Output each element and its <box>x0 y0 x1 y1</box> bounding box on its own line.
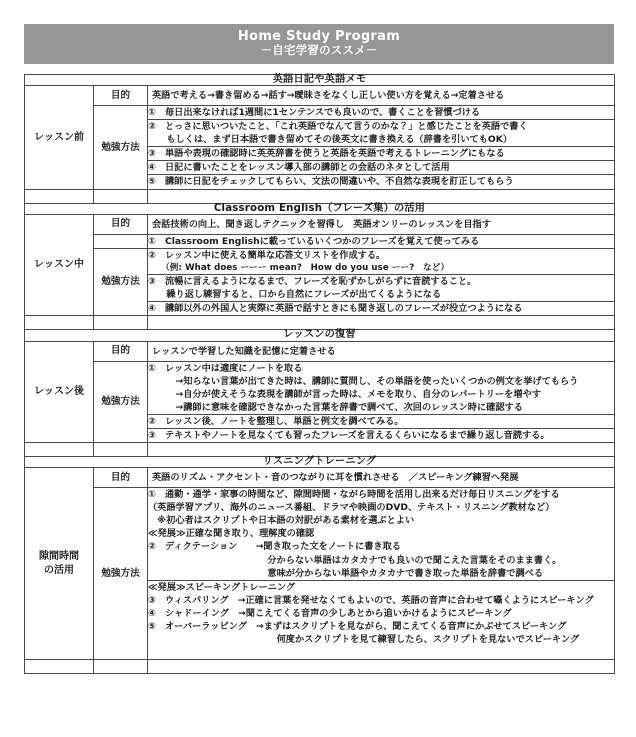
purpose-row <box>25 214 615 234</box>
method-label: 勉強方法 <box>94 248 148 315</box>
spacer-cell-stage <box>25 189 94 203</box>
section-heading-row <box>25 456 615 467</box>
method-text-line: →自分が使えそうな表現を講師が言った時は、メモを取り、自分のレパートリーを増やす <box>148 388 541 400</box>
purpose-row <box>25 468 615 488</box>
method-text <box>148 106 615 120</box>
method-text-line: （英語学習アプリ、海外のニュース番組、ドラマや映画のDVD、テキスト・リスニング教材など） <box>148 502 555 514</box>
section-heading: リスニングトレーニング <box>25 456 615 467</box>
method-text-line <box>148 646 614 659</box>
method-text-line: ② とっさに思いついたこと、「これ英語でなんて言うのかな？」と感じたことを英語で書く <box>148 121 528 133</box>
spacer-cell-body <box>148 660 615 674</box>
method-text-line: ① 通勤・通学・家事の時間など、隙間時間・ながら時間を活用し出来るだけ毎日リスニングをする <box>148 489 560 501</box>
section-spacer-row <box>25 442 615 456</box>
purpose-label: 目的 <box>94 86 148 106</box>
method-text-line: ※初心者はスクリプトや日本語の対訳がある素材を選ぶとよい <box>148 515 415 527</box>
method-text-line: →講師に意味を確認できなかった言葉を辞書で調べて、次回のレッスン時に確認する <box>148 401 523 413</box>
method-text <box>148 161 615 175</box>
method-text-line: （例: What does ーーー mean? How do you use ーー? など） <box>148 262 450 273</box>
spacer-cell-stage <box>25 442 94 456</box>
method-text <box>148 302 615 316</box>
method-text-line: 分からない単語はカタカナでも良いので聞こえた言葉をそのまま書く。 <box>148 554 562 566</box>
method-text-line: ⑤ 講師に日記をチェックしてもらい、文法の間違いや、不自然な表現を訂正してもらう <box>148 176 514 188</box>
method-text-line: ① Classroom Englishに載っているいくつかのフレーズを覚えて使ってみる <box>148 235 480 247</box>
purpose-label: 目的 <box>94 341 148 361</box>
method-text-line: ② レッスン中に使える簡単な応答文リストを作成する。 <box>148 249 386 261</box>
purpose-text: 会話技術の向上、聞き返しテクニックを習得し 英語オンリーのレッスンを目指す <box>148 214 615 234</box>
page-subtitle: －自宅学習のススメ－ <box>260 43 378 58</box>
spacer-cell-stage <box>25 660 94 674</box>
method-text-line: ④ 講師以外の外国人と実際に英語で話すときにも聞き返しのフレーズが役立つようになる <box>148 303 523 315</box>
method-label: 勉強方法 <box>94 488 148 660</box>
study-plan-body <box>25 74 615 673</box>
spacer-cell-body <box>148 316 615 330</box>
study-plan-table <box>24 74 615 674</box>
method-text <box>148 147 615 161</box>
section-heading-row <box>25 203 615 214</box>
spacer-cell-body <box>148 442 615 456</box>
purpose-row <box>25 341 615 361</box>
method-text <box>148 248 615 274</box>
method-text <box>148 234 615 248</box>
method-text-line: ≪発展≫正確な聞き取り、理解度の確認 <box>148 528 315 540</box>
method-label: 勉強方法 <box>94 106 148 189</box>
stage-label: 隙間時間 の活用 <box>25 468 94 660</box>
section-spacer-row <box>25 316 615 330</box>
method-text-line: ② レッスン後、ノートを整理し、単語と例文を調べてみる。 <box>148 415 404 427</box>
method-text-line: ③ ウィスパリング →正確に言葉を発せなくてもよいので、英語の音声に合わせて囁くようにスピーキング <box>148 594 594 606</box>
method-text <box>148 428 615 442</box>
purpose-label: 目的 <box>94 468 148 488</box>
purpose-text: レッスンで学習した知識を記憶に定着させる <box>148 341 615 361</box>
spacer-cell-kind <box>94 189 148 203</box>
method-text-line: ② ディクテーション →聞き取った文をノートに書き取る <box>148 541 401 553</box>
section-heading-row <box>25 74 615 85</box>
document-title-band <box>24 24 614 64</box>
method-text <box>148 580 615 659</box>
section-heading-row <box>25 330 615 341</box>
method-text-line: もしくは、まず日本語で書き留めてその後英文に書き換える（辞書を引いてもOK） <box>148 134 513 146</box>
method-text-line: ③ テキストやノートを見なくても習ったフレーズを言えるくらいになるまで繰り返し音読する。 <box>148 429 550 441</box>
method-text-line: ④ 日記に書いたことをレッスン導入部の講師との会話のネタとして活用 <box>148 162 450 174</box>
spacer-cell-stage <box>25 316 94 330</box>
method-label: 勉強方法 <box>94 361 148 442</box>
section-heading: 英語日記や英語メモ <box>25 74 615 85</box>
method-text-line: ⑤ オーバーラッピング →まずはスクリプトを見ながら、聞こえてくる音声にかぶせてスピーキング <box>148 620 567 632</box>
method-text <box>148 275 615 302</box>
purpose-text: 英語で考える→書き留める→話す→曖昧さをなくし正しい使い方を覚える→定着させる <box>148 86 615 106</box>
method-text <box>148 175 615 189</box>
purpose-label: 目的 <box>94 214 148 234</box>
stage-label: レッスン後 <box>25 341 94 442</box>
method-row <box>25 248 615 274</box>
spacer-cell-kind <box>94 316 148 330</box>
method-text-line: 意味が分からない単語やカタカナで書き取った単語を辞書で調べる <box>148 567 544 579</box>
spacer-cell-kind <box>94 442 148 456</box>
page-title: Home Study Program <box>237 29 401 44</box>
method-text <box>148 120 615 147</box>
method-text-line: ① 毎日出来なければ1週間に1センテンスでも良いので、書くことを習慣づける <box>148 107 481 119</box>
method-text-line: ④ シャドーイング →聞こえてくる音声の少しあとから追いかけるようにスピーキング <box>148 607 512 619</box>
method-text-line: →知らない言葉が出てきた時は、講師に質問し、その単語を使ったいくつかの例文を挙げてもらう <box>148 375 579 387</box>
method-text <box>148 414 615 428</box>
method-row <box>25 488 615 580</box>
section-heading: レッスンの復習 <box>25 330 615 341</box>
method-text-line: ≪発展≫スピーキングトレーニング <box>148 581 296 593</box>
spacer-cell-kind <box>94 660 148 674</box>
method-text <box>148 361 615 414</box>
purpose-row <box>25 86 615 106</box>
stage-label: レッスン前 <box>25 86 94 189</box>
method-row <box>25 106 615 120</box>
method-text-line: ③ 単語や表現の確認時に英英辞書を使うと英語を英語で考えるトレーニングにもなる <box>148 148 505 160</box>
section-spacer-row <box>25 189 615 203</box>
method-row <box>25 361 615 414</box>
method-label-blank <box>94 234 148 248</box>
method-text <box>148 488 615 580</box>
method-text-line: 何度かスクリプトを見て練習したら、スクリプトを見ないでスピーキング <box>148 633 580 645</box>
section-heading: Classroom English（フレーズ集）の活用 <box>25 203 615 214</box>
method-row <box>25 234 615 248</box>
purpose-text: 英語のリズム・アクセント・音のつながりに耳を慣れさせる ／スピーキング練習へ発展 <box>148 468 615 488</box>
method-text-line: ③ 流暢に言えるようになるまで、フレーズを恥ずかしがらずに音読すること。 <box>148 276 477 288</box>
section-spacer-row <box>25 660 615 674</box>
method-text-line: 繰り返し練習すると、口から自然にフレーズが出てくるようになる <box>148 289 442 301</box>
stage-label: レッスン中 <box>25 214 94 316</box>
spacer-cell-body <box>148 189 615 203</box>
method-text-line: ① レッスン中は適度にノートを取る <box>148 362 303 374</box>
